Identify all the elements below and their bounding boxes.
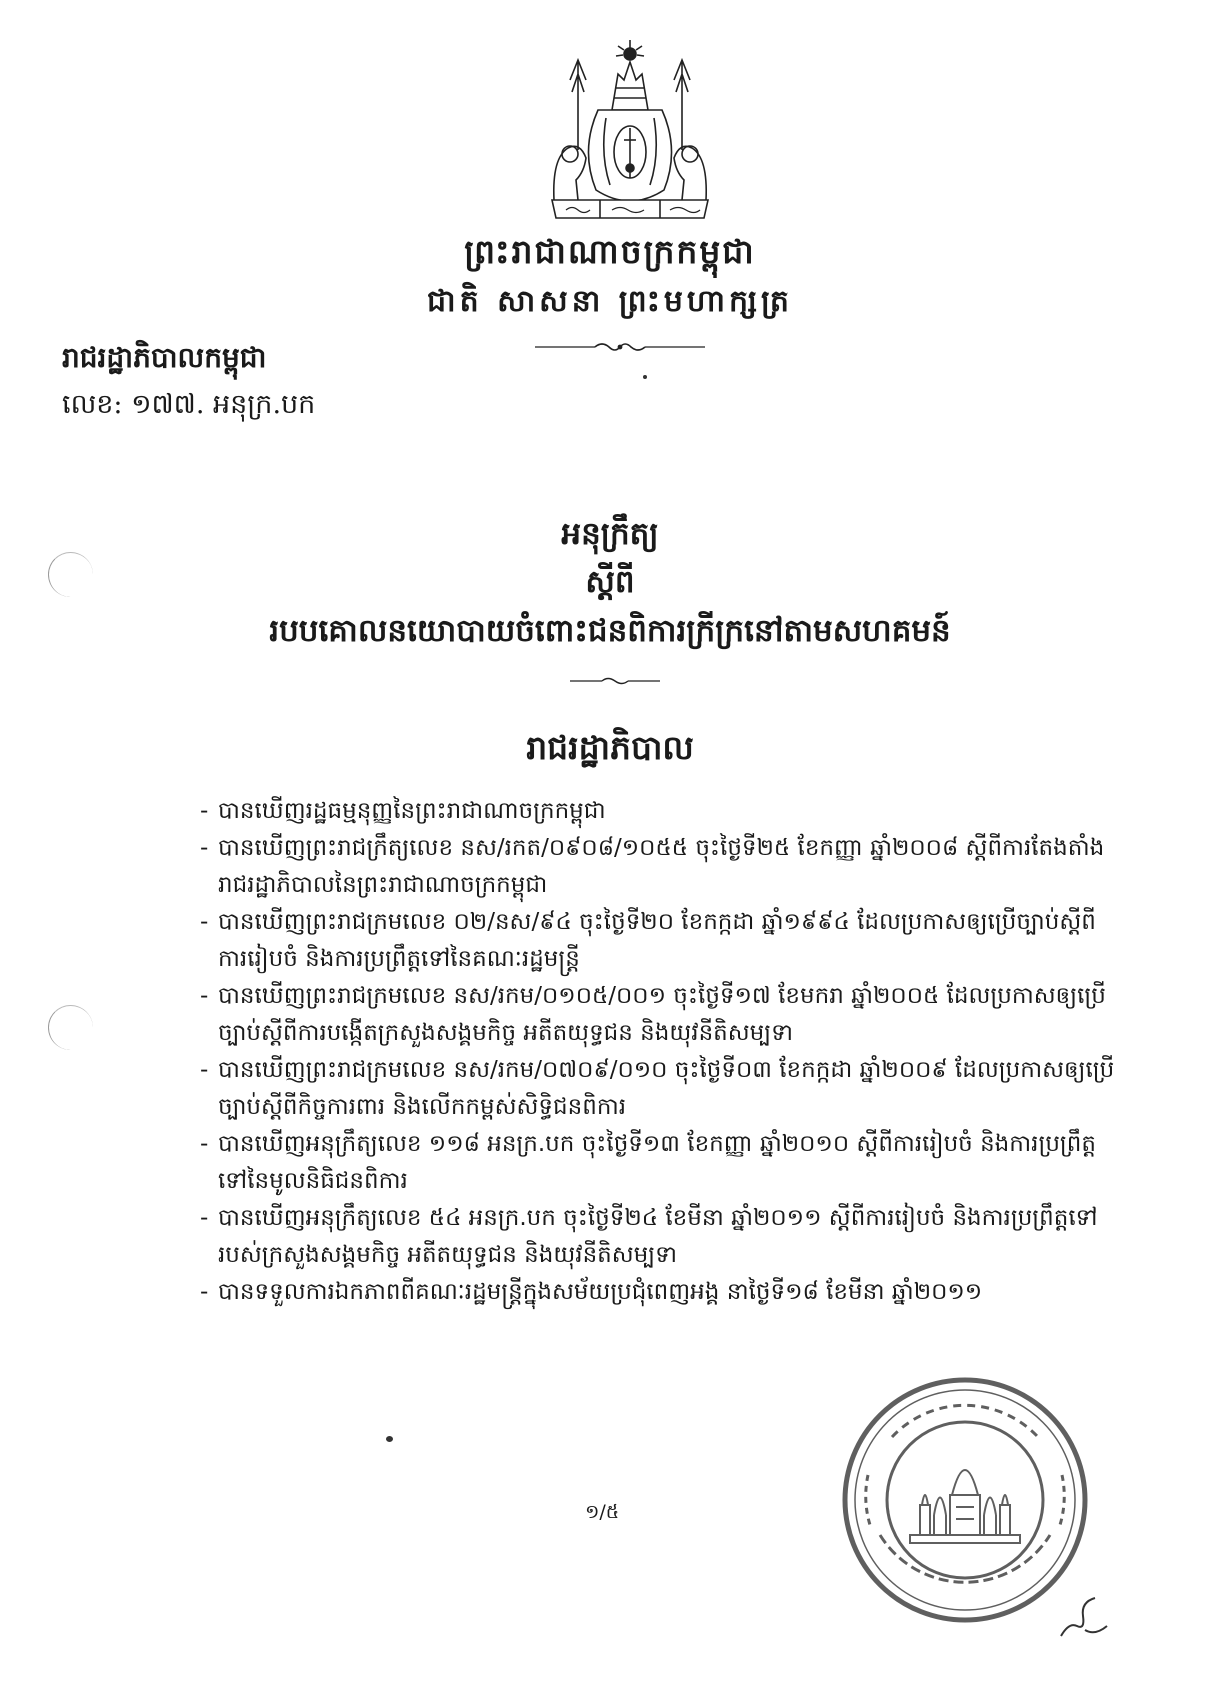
list-dash: - xyxy=(200,798,209,824)
visa-text: បានឃើញព្រះរាជក្រមលេខ នស/រកម/០៧០៩/០១០ ចុះថ្ងៃទី០៣ ខែកក្កដា ឆ្នាំ២០០៩ ដែលប្រកាសឲ្យប្រើច្បាប់ស្តីពីកិច្ចការពារ និងលើកកម្ពស់សិទ្ធិជនពិការ xyxy=(218,1057,1115,1120)
issuer-name: រាជរដ្ឋាភិបាលកម្ពុជា xyxy=(62,341,267,374)
visa-text: បានទទួលការឯកភាពពីគណៈរដ្ឋមន្ត្រីក្នុងសម័យប្រជុំពេញអង្គ នាថ្ងៃទី១៨ ខែមីនា ឆ្នាំ២០១១ xyxy=(218,1279,983,1305)
kingdom-heading: ព្រះរាជាណាចក្រកម្ពុជា xyxy=(464,232,756,271)
section-heading: រាជរដ្ឋាភិបាល xyxy=(526,728,694,767)
official-seal-stamp xyxy=(840,1375,1090,1625)
ornament-divider-top xyxy=(535,340,705,354)
punch-hole-mark xyxy=(48,552,93,597)
document-number: លេខ: ១៧៧. អនុក្រ.បក xyxy=(62,389,316,420)
page-number: ១/៥ xyxy=(585,1501,620,1523)
visa-text: បានឃើញរដ្ឋធម្មនុញ្ញនៃព្រះរាជាណាចក្រកម្ពុជា xyxy=(218,798,606,824)
visa-text: បានឃើញអនុក្រឹត្យលេខ ១១៨ អនក្រ.បក ចុះថ្ងៃទី១៣ ខែកញ្ញា ឆ្នាំ២០១០ ស្តីពីការរៀបចំ និងការប្រព្រឹត្តទៅនៃមូលនិធិជនពិការ xyxy=(218,1131,1096,1194)
list-dash: - xyxy=(200,1057,209,1083)
list-item xyxy=(200,1052,1125,1126)
list-item xyxy=(200,1126,1125,1200)
visa-text: បានឃើញអនុក្រឹត្យលេខ ៥៤ អនក្រ.បក ចុះថ្ងៃទី២៤ ខែមីនា ឆ្នាំ២០១១ ស្តីពីការរៀបចំ និងការប្រព្រឹត្តទៅរបស់ក្រសួងសង្គមកិច្ច អតីតយុទ្ធជន និងយុវនីតិសម្បទា xyxy=(218,1205,1098,1268)
list-dash: - xyxy=(200,835,209,861)
visa-text: បានឃើញព្រះរាជក្រឹត្យលេខ នស/រកត/០៩០៨/១០៥៥ ចុះថ្ងៃទី២៥ ខែកញ្ញា ឆ្នាំ២០០៨ ស្តីពីការតែងតាំងរាជរដ្ឋាភិបាលនៃព្រះរាជាណាចក្រកម្ពុជា xyxy=(218,835,1105,898)
visa-text: បានឃើញព្រះរាជក្រមលេខ នស/រកម/០១០៥/០០១ ចុះថ្ងៃទី១៧ ខែមករា ឆ្នាំ២០០៥ ដែលប្រកាសឲ្យប្រើច្បាប់ស្តីពីការបង្កើតក្រសួងសង្គមកិច្ច អតីតយុទ្ធជន និងយុវនីតិសម្បទា xyxy=(218,983,1106,1046)
document-subject: របបគោលនយោបាយចំពោះជនពិការក្រីក្រនៅតាមសហគមន៍ xyxy=(269,613,951,649)
list-dash: - xyxy=(200,1205,209,1231)
title-connector: ស្តីពី xyxy=(585,564,635,600)
speck xyxy=(386,1436,393,1442)
signature-mark xyxy=(1055,1592,1115,1642)
list-item xyxy=(200,1200,1125,1274)
national-motto: ជាតិ សាសនា ព្រះមហាក្សត្រ xyxy=(427,284,793,319)
royal-coat-of-arms xyxy=(540,40,720,222)
list-item xyxy=(200,978,1125,1052)
list-dash: - xyxy=(200,1279,209,1305)
punch-hole-mark xyxy=(48,1005,93,1050)
ornament-divider-small xyxy=(570,675,660,687)
list-dash: - xyxy=(200,1131,209,1157)
visa-text: បានឃើញព្រះរាជក្រមលេខ ០២/នស/៩៤ ចុះថ្ងៃទី២០ ខែកក្កដា ឆ្នាំ១៩៩៤ ដែលប្រកាសឲ្យប្រើច្បាប់ស្តីពីការរៀបចំ និងការប្រព្រឹត្តទៅនៃគណៈរដ្ឋមន្ត្រី xyxy=(218,909,1096,972)
visa-list xyxy=(200,793,1125,1311)
list-item xyxy=(200,793,1125,830)
list-item xyxy=(200,830,1125,904)
speck xyxy=(643,375,647,379)
list-item xyxy=(200,1274,1125,1311)
document-type: អនុក្រឹត្យ xyxy=(561,516,659,552)
list-dash: - xyxy=(200,983,209,1009)
list-item xyxy=(200,904,1125,978)
list-dash: - xyxy=(200,909,209,935)
